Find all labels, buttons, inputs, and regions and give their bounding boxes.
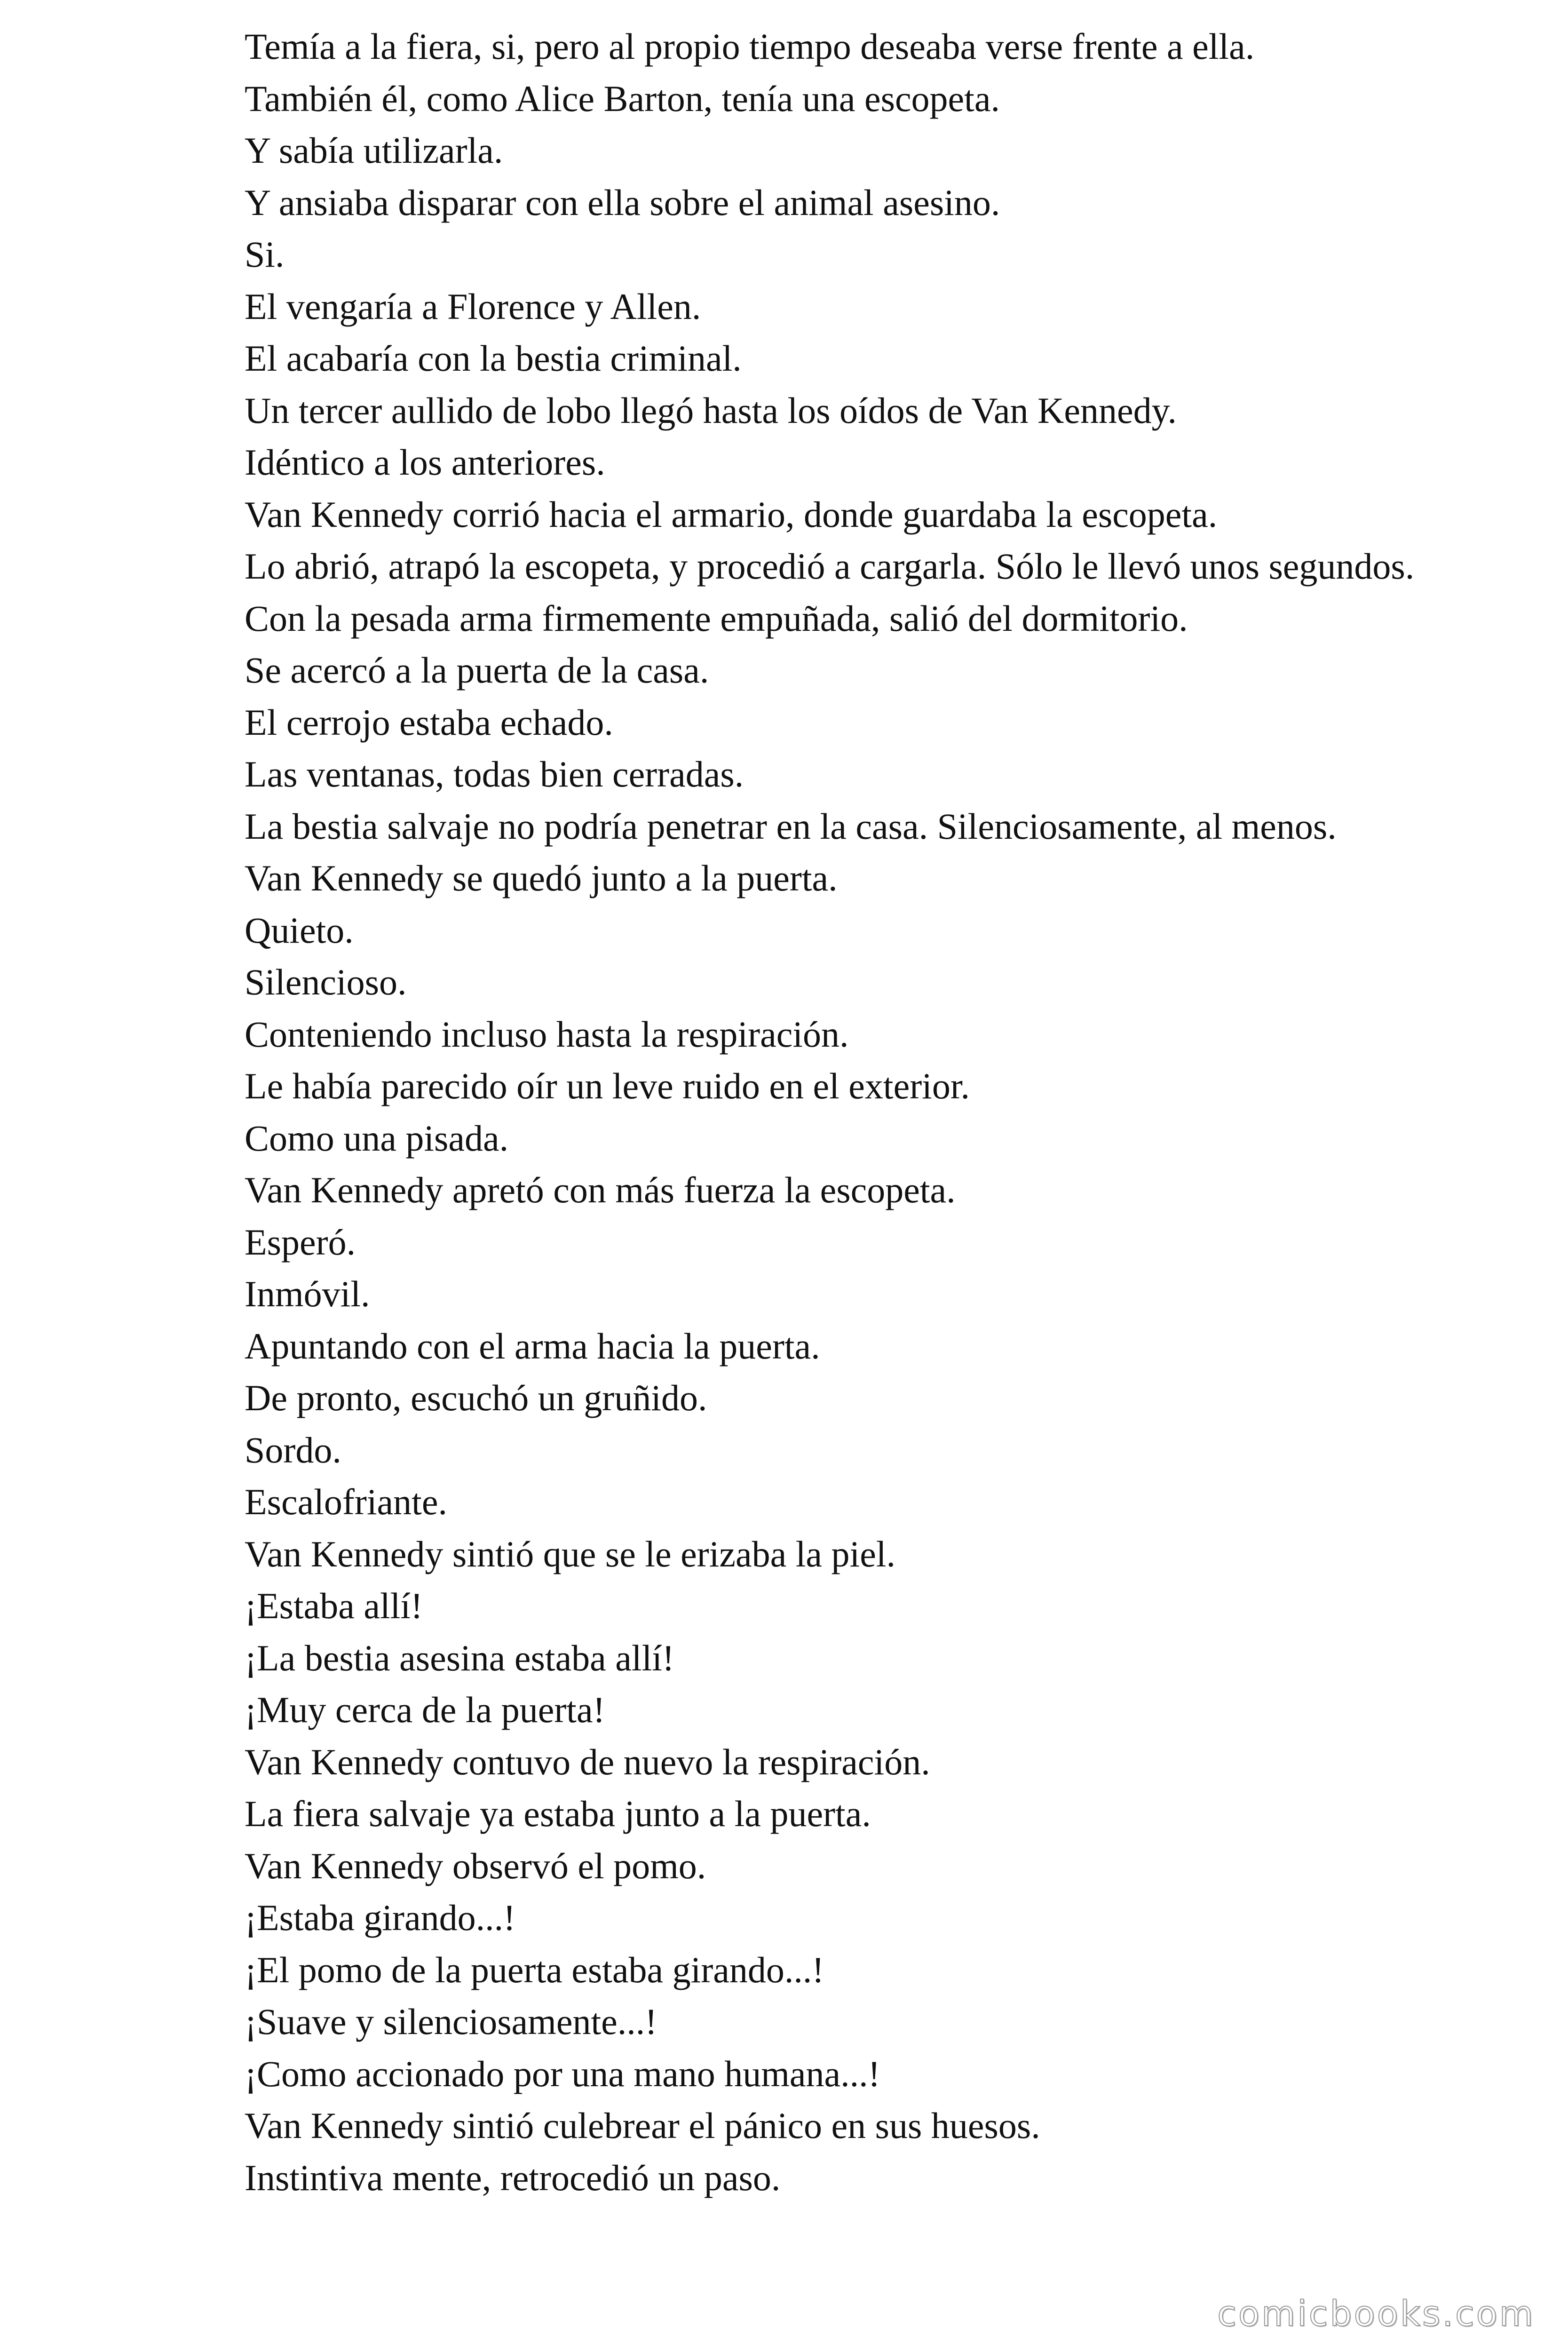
paragraph: Las ventanas, todas bien cerradas. bbox=[245, 754, 744, 795]
paragraph: Inmóvil. bbox=[245, 1273, 370, 1314]
paragraph: Sordo. bbox=[245, 1429, 341, 1470]
paragraph: ¡Como accionado por una mano humana...! bbox=[245, 2053, 880, 2094]
paragraph: Escalofriante. bbox=[245, 1481, 447, 1522]
paragraph: Se acercó a la puerta de la casa. bbox=[245, 650, 709, 691]
paragraph: Conteniendo incluso hasta la respiración. bbox=[245, 1013, 849, 1055]
paragraph: El vengaría a Florence y Allen. bbox=[245, 286, 701, 327]
paragraph: Idéntico a los anteriores. bbox=[245, 442, 605, 483]
paragraph: De pronto, escuchó un gruñido. bbox=[245, 1377, 707, 1418]
paragraph: Silencioso. bbox=[245, 961, 407, 1002]
paragraph: Quieto. bbox=[245, 909, 354, 951]
paragraph: Van Kennedy sintió culebrear el pánico en sus huesos. bbox=[245, 2105, 1040, 2146]
paragraph: Temía a la fiera, si, pero al propio tiempo deseaba verse frente a ella. bbox=[245, 26, 1255, 67]
paragraph: ¡Estaba girando...! bbox=[245, 1897, 516, 1938]
paragraph: Un tercer aullido de lobo llegó hasta los oídos de Van Kennedy. bbox=[245, 389, 1177, 431]
paragraph: Si. bbox=[245, 234, 285, 275]
watermark: comicbooks.com bbox=[1217, 2294, 1535, 2334]
paragraph: Van Kennedy apretó con más fuerza la escopeta. bbox=[245, 1169, 956, 1210]
paragraph: Lo abrió, atrapó la escopeta, y procedió a cargarla. Sólo le llevó unos segundos. bbox=[245, 546, 1415, 587]
paragraph: La fiera salvaje ya estaba junto a la puerta. bbox=[245, 1793, 871, 1834]
paragraph: Esperó. bbox=[245, 1221, 356, 1263]
paragraph: También él, como Alice Barton, tenía una escopeta. bbox=[245, 78, 1000, 119]
paragraph: Van Kennedy se quedó junto a la puerta. bbox=[245, 858, 838, 898]
body-text bbox=[104, 21, 1473, 2204]
paragraph: ¡El pomo de la puerta estaba girando...! bbox=[245, 1949, 824, 1990]
paragraph: ¡La bestia asesina estaba allí! bbox=[245, 1637, 674, 1678]
paragraph: La bestia salvaje no podría penetrar en la casa. Silenciosamente, al menos. bbox=[245, 805, 1337, 847]
paragraph: ¡Muy cerca de la puerta! bbox=[245, 1689, 605, 1730]
paragraph: Le había parecido oír un leve ruido en el exterior. bbox=[245, 1065, 970, 1106]
paragraph: Van Kennedy observó el pomo. bbox=[245, 1845, 706, 1886]
paragraph: El cerrojo estaba echado. bbox=[245, 701, 613, 743]
paragraph: Y ansiaba disparar con ella sobre el animal asesino. bbox=[245, 182, 1000, 223]
paragraph: Van Kennedy corrió hacia el armario, donde guardaba la escopeta. bbox=[245, 493, 1218, 535]
paragraph: Van Kennedy contuvo de nuevo la respiración. bbox=[245, 1741, 930, 1782]
paragraph: ¡Suave y silenciosamente...! bbox=[245, 2001, 657, 2042]
paragraph: El acabaría con la bestia criminal. bbox=[245, 338, 742, 379]
paragraph: Apuntando con el arma hacia la puerta. bbox=[245, 1325, 820, 1367]
paragraph: Como una pisada. bbox=[245, 1117, 509, 1159]
paragraph: Y sabía utilizarla. bbox=[245, 130, 503, 171]
paragraph: ¡Estaba allí! bbox=[245, 1585, 423, 1626]
paragraph: Van Kennedy sintió que se le erizaba la piel. bbox=[245, 1533, 896, 1574]
paragraph: Con la pesada arma firmemente empuñada, salió del dormitorio. bbox=[245, 597, 1188, 639]
paragraph: Instintiva mente, retrocedió un paso. bbox=[245, 2157, 781, 2198]
